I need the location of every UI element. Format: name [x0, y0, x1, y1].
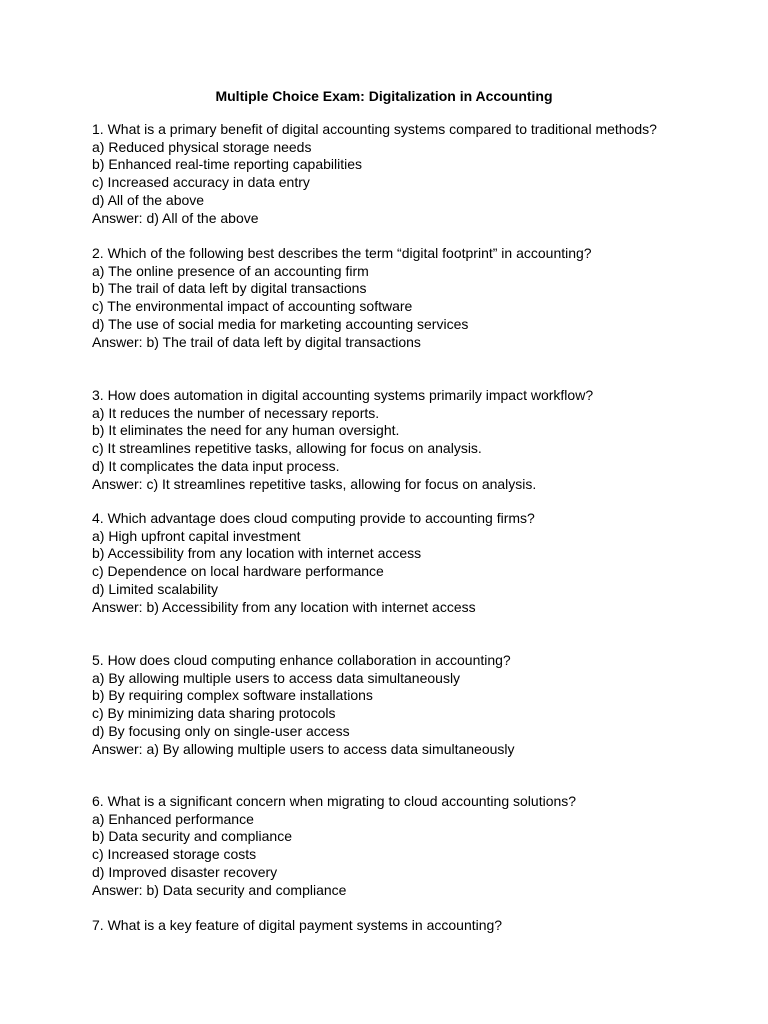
- option-d: d) The use of social media for marketing accounting services: [92, 315, 469, 332]
- option-c: c) Increased storage costs: [92, 846, 257, 863]
- answer-text: Answer: b) Accessibility from any location with internet access: [92, 598, 476, 615]
- option-b: b) Accessibility from any location with internet access: [92, 545, 422, 562]
- answer-text: Answer: a) By allowing multiple users to access data simultaneously: [92, 740, 515, 757]
- option-b: b) The trail of data left by digital transactions: [92, 280, 367, 297]
- answer-text: Answer: d) All of the above: [92, 209, 259, 226]
- option-d: d) Limited scalability: [92, 580, 219, 597]
- option-a: a) High upfront capital investment: [92, 527, 301, 544]
- question-block-3: [92, 387, 752, 493]
- option-c: c) It streamlines repetitive tasks, allowing for focus on analysis.: [92, 440, 482, 457]
- question-text: 2. Which of the following best describes the term “digital footprint” in accounting?: [92, 245, 592, 261]
- option-b: b) It eliminates the need for any human oversight.: [92, 422, 400, 439]
- option-c: c) Dependence on local hardware performance: [92, 563, 384, 580]
- option-a: a) Reduced physical storage needs: [92, 138, 312, 155]
- question-block-1: [92, 121, 752, 227]
- question-text: 4. Which advantage does cloud computing provide to accounting firms?: [92, 510, 535, 526]
- option-c: c) The environmental impact of accounting software: [92, 298, 413, 315]
- question-text: 1. What is a primary benefit of digital accounting systems compared to traditional methods?: [92, 121, 657, 137]
- option-b: b) Data security and compliance: [92, 828, 292, 845]
- question-block-7: [92, 917, 752, 935]
- answer-text: Answer: c) It streamlines repetitive tasks, allowing for focus on analysis.: [92, 475, 537, 492]
- option-c: c) By minimizing data sharing protocols: [92, 705, 336, 722]
- option-a: a) The online presence of an accounting firm: [92, 262, 369, 279]
- option-b: b) Enhanced real-time reporting capabilities: [92, 156, 363, 173]
- option-b: b) By requiring complex software installations: [92, 687, 373, 704]
- option-a: a) By allowing multiple users to access data simultaneously: [92, 669, 461, 686]
- option-d: d) By focusing only on single-user access: [92, 722, 350, 739]
- option-c: c) Increased accuracy in data entry: [92, 174, 310, 191]
- question-text: 7. What is a key feature of digital payment systems in accounting?: [92, 917, 503, 933]
- page-title: Multiple Choice Exam: Digitalization in Accounting: [215, 88, 553, 104]
- option-d: d) All of the above: [92, 191, 205, 208]
- option-d: d) Improved disaster recovery: [92, 863, 278, 880]
- question-text: 3. How does automation in digital accounting systems primarily impact workflow?: [92, 387, 594, 403]
- answer-text: Answer: b) Data security and compliance: [92, 881, 347, 898]
- question-block-6: [92, 793, 752, 899]
- option-a: a) Enhanced performance: [92, 810, 254, 827]
- question-block-4: [92, 510, 752, 616]
- option-d: d) It complicates the data input process.: [92, 457, 340, 474]
- option-a: a) It reduces the number of necessary reports.: [92, 404, 380, 421]
- question-block-5: [92, 652, 752, 758]
- question-text: 6. What is a significant concern when migrating to cloud accounting solutions?: [92, 793, 577, 809]
- answer-text: Answer: b) The trail of data left by digital transactions: [92, 333, 421, 350]
- question-text: 5. How does cloud computing enhance collaboration in accounting?: [92, 652, 511, 668]
- question-block-2: [92, 245, 752, 351]
